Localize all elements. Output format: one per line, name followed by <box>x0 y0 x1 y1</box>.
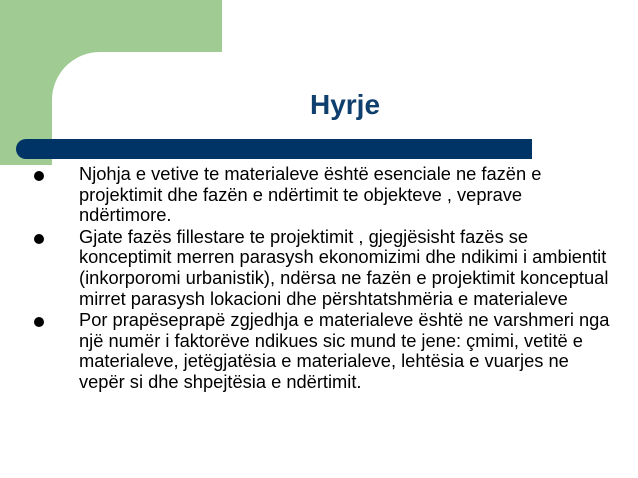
bullet-list <box>34 164 610 394</box>
bullet-dot-icon <box>34 171 44 181</box>
bullet-text-1: Njohja e vetive te materialeve është esenciale ne fazën e projektimit dhe fazën e ndërtimit te objekteve , veprave ndërtimore. <box>79 163 542 226</box>
bullet-item-1 <box>34 164 610 226</box>
bullet-item-3 <box>34 310 610 392</box>
bullet-text-2: Gjate fazës fillestare te projektimit , gjegjësisht fazës se konceptimit merren parasysh ekonomizimi dhe ndikimi i ambientit (inkorporomi urbanistik), ndërsa ne fazën e projektimit konceptual mirret parasysh lokacioni dhe përshtatshmëria e materialeve <box>79 225 609 309</box>
bullet-text-3: Por prapëseprapë zgjedhja e materialeve është ne varshmeri nga një numër i faktorëve ndikues sic mund te jene: çmimi, vetitë e materialeve, jetëgjatësia e materialeve, lehtësia e vuarjes ne vepër si dhe shpejtësia e ndërtimit. <box>79 309 610 392</box>
bullet-item-2 <box>34 227 610 309</box>
bullet-dot-icon <box>34 317 44 327</box>
title-divider-bar <box>16 139 532 159</box>
slide-title: Hyrje <box>309 89 381 120</box>
bullet-dot-icon <box>34 234 44 244</box>
